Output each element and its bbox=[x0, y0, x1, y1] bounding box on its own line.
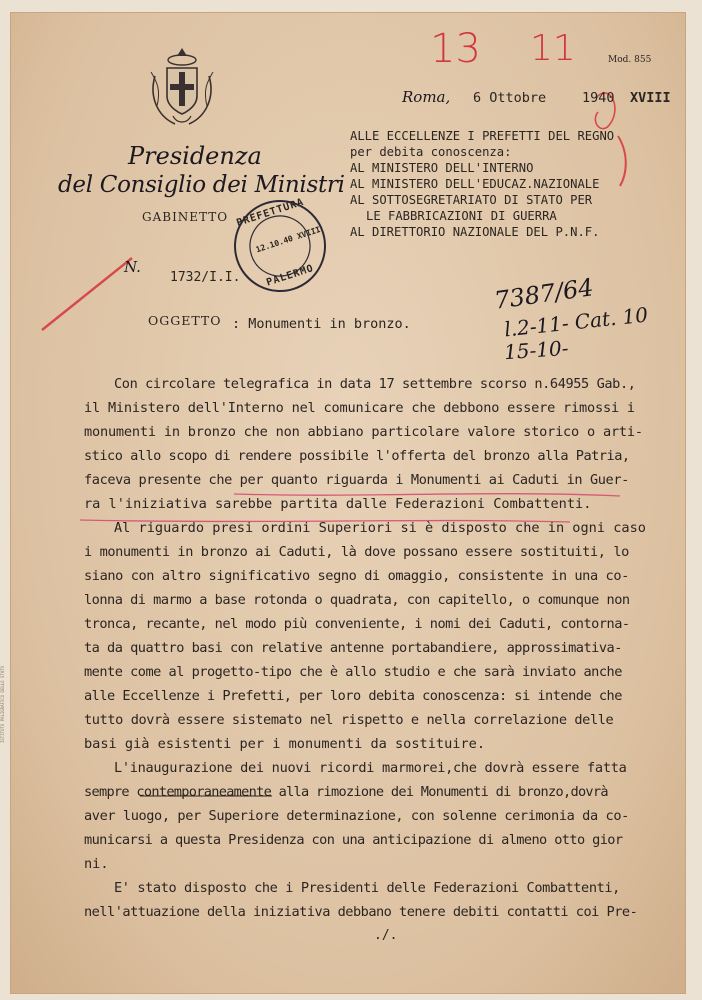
addressee-line: per debita conoscenza: bbox=[350, 145, 512, 159]
body-line: aver luogo, per Superiore determinazione, con solenne cerimonia da co- bbox=[84, 808, 629, 824]
body-line: monumenti in bronzo che non abbiano particolare valore storico o arti- bbox=[84, 424, 643, 440]
addressee-line: LE FABBRICAZIONI DI GUERRA bbox=[366, 209, 557, 223]
handwritten-note: 7387/64 bbox=[492, 273, 596, 315]
body-line: i monumenti in bronzo ai Caduti, là dove possano essere sostituiti, lo bbox=[84, 544, 629, 560]
prefecture-stamp bbox=[220, 186, 341, 307]
body-line: Con circolare telegrafica in data 17 settembre scorso n.64955 Gab., bbox=[114, 376, 636, 392]
body-line: ni. bbox=[84, 856, 109, 872]
handwritten-note: 15-10- bbox=[503, 335, 570, 365]
archive-mark-1: 13 bbox=[430, 26, 481, 72]
date-place: Roma, bbox=[402, 88, 451, 106]
date-era: XVIII bbox=[630, 90, 671, 106]
addressee-line: AL MINISTERO DELL'EDUCAZ.NAZIONALE bbox=[350, 177, 600, 191]
body-line: mente come al progetto-tipo che è allo studio e che sarà inviato anche bbox=[84, 664, 622, 680]
addressee-line: AL DIRETTORIO NAZIONALE DEL P.N.F. bbox=[350, 225, 600, 239]
handwritten-note: l.2-11- Cat. 10 bbox=[503, 302, 650, 342]
addressee-line: AL MINISTERO DELL'INTERNO bbox=[350, 161, 534, 175]
body-line: lonna di marmo a base rotonda o quadrata, con capitello, o comunque non bbox=[84, 592, 630, 608]
date-year: 1940 bbox=[582, 90, 615, 106]
protocol-number: 1732/I.I. bbox=[170, 270, 241, 285]
body-line: nell'attuazione della iniziativa debbano tenere debiti contatti coi Pre- bbox=[84, 904, 638, 920]
form-number: Mod. 855 bbox=[608, 55, 652, 65]
body-line: ta da quattro basi con relative antenne portabandiere, approssimativa- bbox=[84, 640, 622, 656]
body-line: basi già esistenti per i monumenti da sostituire. bbox=[84, 736, 486, 752]
body-line: tronca, recante, nel modo più conveniente, i nomi dei Caduti, contorna- bbox=[84, 616, 630, 632]
protocol-label: N. bbox=[124, 258, 141, 276]
stamp-date-text: 12.10.40 XVIII bbox=[254, 224, 322, 255]
letterhead-gabinetto: GABINETTO bbox=[142, 210, 229, 224]
body-line: municarsi a questa Presidenza con una anticipazione di almeno otto gior bbox=[84, 832, 623, 848]
body-line: ra l'iniziativa sarebbe partita dalle Federazioni Combattenti. bbox=[84, 496, 592, 512]
body-line: L'inaugurazione dei nuovi ricordi marmorei,che dovrà essere fatta bbox=[114, 760, 627, 776]
stamp-top-text: PREFETTURA bbox=[235, 196, 306, 229]
body-line: tutto dovrà essere sistemato nel rispetto e nella correlazione delle bbox=[84, 712, 614, 728]
addressee-line: ALLE ECCELLENZE I PREFETTI DEL REGNO bbox=[350, 129, 615, 143]
body-line: siano con altro significativo segno di omaggio, consistente in una co- bbox=[84, 568, 629, 584]
letterhead-presidenza: Presidenza bbox=[128, 142, 262, 170]
body-line: sempre contemporaneamente alla rimozione dei Monumenti di bronzo,dovrà bbox=[84, 784, 608, 800]
subject-text: : Monumenti in bronzo. bbox=[232, 316, 411, 332]
margin-printer-mark: ISTITUTO POLIGRAFICO DELLO STATO bbox=[0, 665, 6, 744]
body-line: il Ministero dell'Interno nel comunicare che debbono essere rimossi i bbox=[84, 400, 635, 416]
page-continuation: ./. bbox=[374, 928, 398, 943]
stamp-bottom-text: PALERMO bbox=[265, 262, 316, 289]
document-page bbox=[0, 12, 686, 994]
body-line: Al riguardo presi ordini Superiori si è disposto che in ogni caso bbox=[114, 520, 646, 536]
royal-coat-of-arms-icon bbox=[147, 46, 217, 130]
body-line: stico allo scopo di rendere possibile l'offerta del bronzo alla Patria, bbox=[84, 448, 630, 464]
body-line: faceva presente che per quanto riguarda i Monumenti ai Caduti in Guer- bbox=[84, 472, 629, 488]
body-line: alle Eccellenze i Prefetti, per loro debita conoscenza: si intende che bbox=[84, 688, 622, 704]
letterhead-consiglio: del Consiglio dei Ministri bbox=[58, 172, 345, 198]
archive-mark-2: 11 bbox=[530, 28, 576, 69]
body-line: E' stato disposto che i Presidenti delle Federazioni Combattenti, bbox=[114, 880, 620, 896]
date-day-month: 6 Ottobre bbox=[473, 90, 547, 106]
addressee-line: AL SOTTOSEGRETARIATO DI STATO PER bbox=[350, 193, 593, 207]
subject-label: OGGETTO bbox=[148, 313, 222, 328]
